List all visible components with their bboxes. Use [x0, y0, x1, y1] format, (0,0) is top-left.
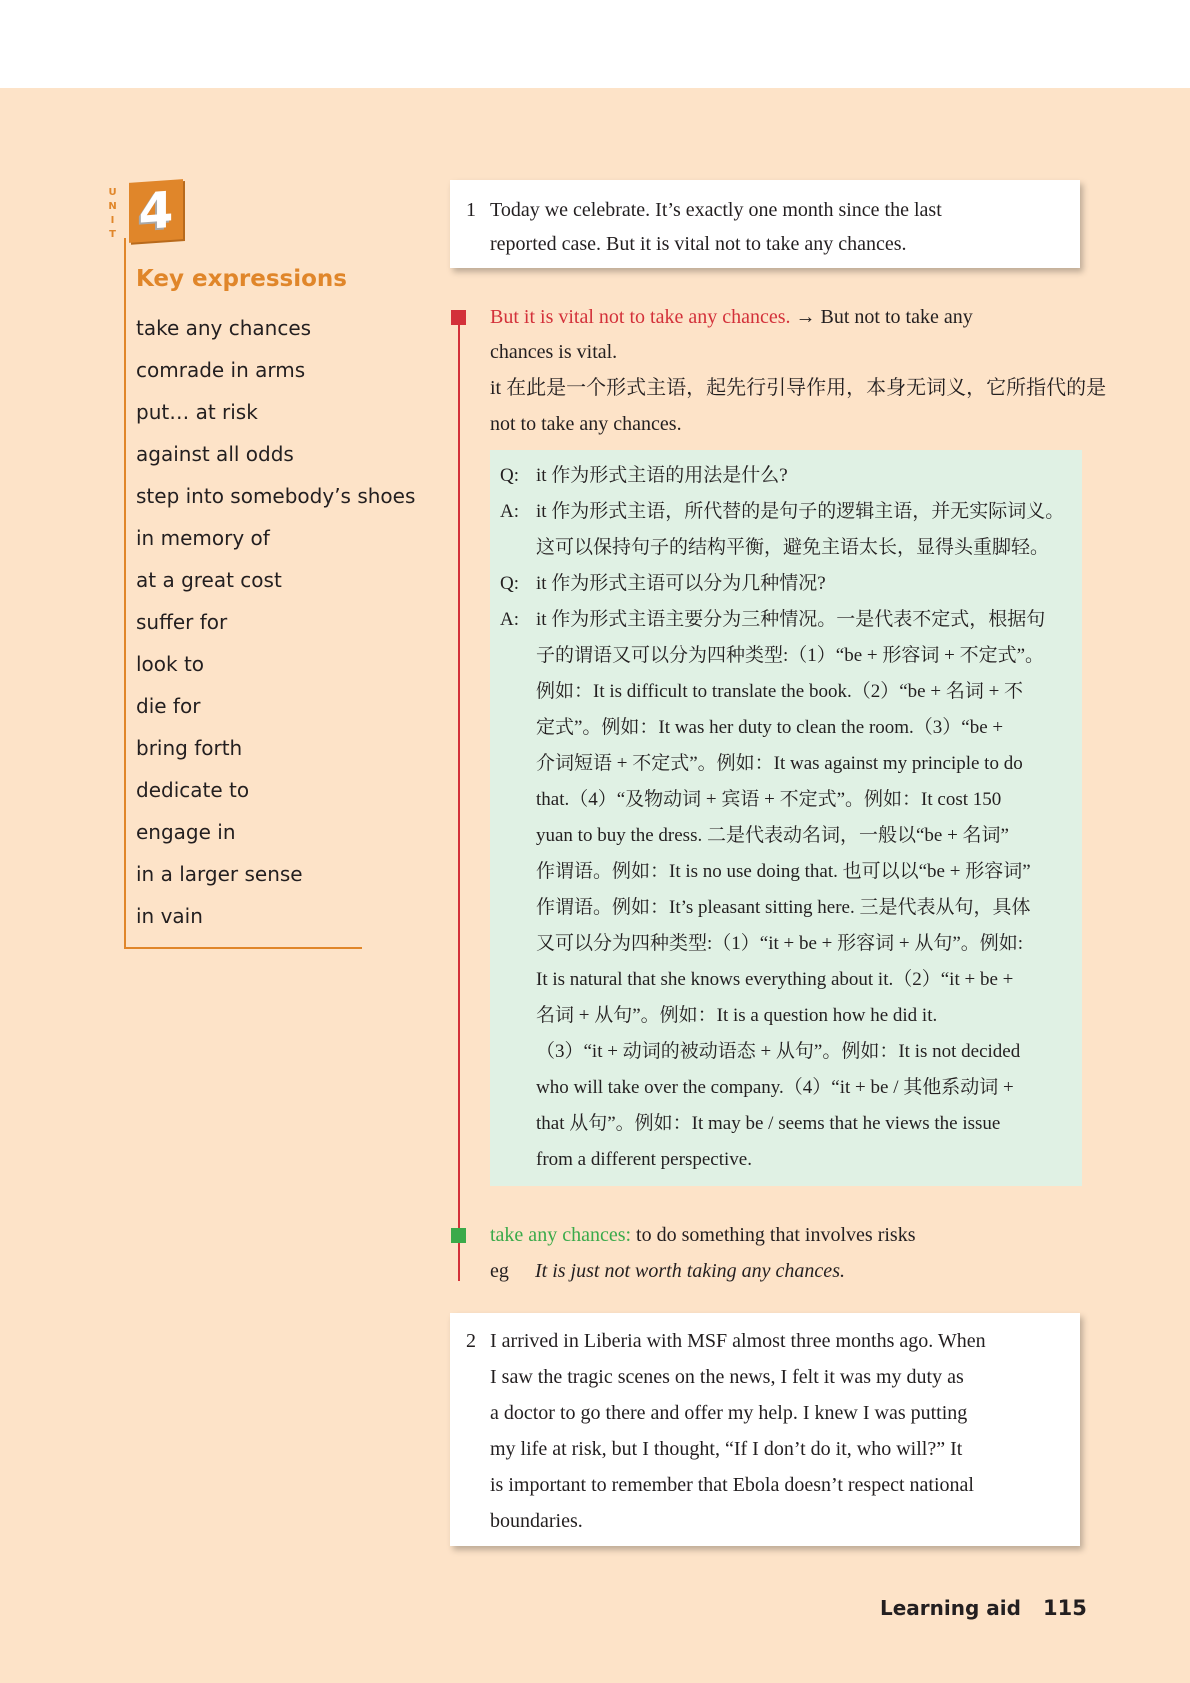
note-quote: But it is vital not to take any chances.: [490, 306, 791, 328]
qa-line: it 作为形式主语，所代替的是句子的逻辑主语，并无实际词义。: [536, 501, 1065, 522]
qa-box: [490, 450, 1082, 1186]
key-expression-item: in memory of: [136, 526, 270, 550]
key-expression-item: against all odds: [136, 442, 294, 466]
sidebar-divider: [124, 947, 362, 949]
definition: to do something that involves risks: [636, 1224, 916, 1246]
qa-label: Q:: [500, 573, 519, 594]
qa-line: 子的谓语又可以分为四种类型:（1）“be + 形容词 + 不定式”。: [536, 645, 1045, 666]
qa-line: that 从句”。例如：It may be / seems that he views the issue: [536, 1113, 1001, 1134]
note-rule: [458, 317, 460, 1281]
qa-line: that.（4）“及物动词 + 宾语 + 不定式”。例如：It cost 150: [536, 789, 1002, 810]
passage-2-box: [450, 1313, 1080, 1546]
eg-label: eg: [490, 1260, 509, 1282]
note-text: But not to take any: [820, 306, 973, 328]
key-expressions-title: Key expressions: [136, 266, 347, 292]
qa-line: It is natural that she knows everything about it.（2）“it + be +: [536, 969, 1014, 990]
qa-line: 介词短语 + 不定式”。例如：It was against my principle to do: [536, 753, 1023, 774]
passage-line: Today we celebrate. It’s exactly one month since the last: [490, 199, 942, 221]
unit-badge: [129, 179, 183, 243]
key-expression-item: at a great cost: [136, 568, 282, 592]
footer-section: Learning aid: [880, 1596, 1021, 1620]
red-square-marker: [451, 310, 466, 325]
passage-line: I saw the tragic scenes on the news, I felt it was my duty as: [490, 1366, 964, 1388]
qa-line: 这可以保持句子的结构平衡，避免主语太长，显得头重脚轻。: [536, 537, 1050, 558]
key-expression-item: die for: [136, 694, 201, 718]
qa-label: A:: [500, 609, 519, 630]
passage-line: a doctor to go there and offer my help. I knew I was putting: [490, 1402, 968, 1424]
qa-line: 定式”。例如：It was her duty to clean the room.（3）“be +: [536, 717, 1004, 738]
unit-number: 4: [138, 180, 174, 242]
passage-line: is important to remember that Ebola doesn’t respect national: [490, 1474, 974, 1496]
passage-line: boundaries.: [490, 1510, 583, 1532]
key-expression-item: dedicate to: [136, 778, 250, 802]
qa-line: 又可以分为四种类型:（1）“it + be + 形容词 + 从句”。例如:: [536, 933, 1024, 954]
qa-label: Q:: [500, 465, 519, 486]
example-sentence: It is just not worth taking any chances.: [535, 1260, 845, 1282]
green-square-marker: [451, 1228, 466, 1243]
unit-label: UNIT: [108, 187, 117, 240]
qa-line: yuan to buy the dress. 二是代表动名词，一般以“be + 名词”: [536, 825, 1009, 846]
qa-line: it 作为形式主语主要分为三种情况。一是代表不定式，根据句: [536, 609, 1046, 630]
key-expression-item: comrade in arms: [136, 358, 306, 382]
qa-line: 作谓语。例如：It’s pleasant sitting here. 三是代表从句，具体: [536, 897, 1031, 918]
passage-line: I arrived in Liberia with MSF almost three months ago. When: [490, 1330, 986, 1352]
note-line: [490, 299, 973, 335]
key-expression-item: in vain: [136, 904, 203, 928]
qa-line: it 作为形式主语可以分为几种情况?: [536, 573, 826, 594]
qa-line: （3）“it + 动词的被动语态 + 从句”。例如：It is not decided: [536, 1041, 1021, 1062]
key-expression-item: put… at risk: [136, 400, 258, 424]
key-expression-item: look to: [136, 652, 205, 676]
qa-line: 例如：It is difficult to translate the book.（2）“be + 名词 + 不: [536, 681, 1024, 702]
note-line: chances is vital.: [490, 341, 618, 363]
passage-1-box: [450, 180, 1080, 268]
note-line: it 在此是一个形式主语，起先行引导作用，本身无词义，它所指代的是: [490, 377, 1107, 399]
qa-line: 作谓语。例如：It is no use doing that. 也可以以“be + 形容词”: [536, 861, 1031, 882]
key-expression-item: take any chances: [136, 316, 312, 340]
qa-line: from a different perspective.: [536, 1149, 752, 1170]
passage-number: 2: [466, 1330, 476, 1352]
page-number: 115: [1043, 1596, 1087, 1620]
key-expression-item: in a larger sense: [136, 862, 303, 886]
passage-number: 1: [466, 199, 476, 221]
qa-line: who will take over the company.（4）“it + be / 其他系动词 +: [536, 1077, 1014, 1098]
passage-line: my life at risk, but I thought, “If I don’t do it, who will?” It: [490, 1438, 963, 1460]
qa-label: A:: [500, 501, 519, 522]
sidebar-divider: [124, 238, 126, 948]
qa-line: it 作为形式主语的用法是什么?: [536, 465, 788, 486]
key-expression-item: bring forth: [136, 736, 243, 760]
term: take any chances:: [490, 1224, 632, 1246]
note-line: not to take any chances.: [490, 413, 682, 435]
key-expression-item: suffer for: [136, 610, 228, 634]
arrow-icon: →: [795, 306, 816, 328]
passage-line: reported case. But it is vital not to take any chances.: [490, 233, 907, 255]
qa-line: 名词 + 从句”。例如：It is a question how he did it.: [536, 1005, 938, 1026]
key-expression-item: step into somebody’s shoes: [136, 484, 416, 508]
key-expression-item: engage in: [136, 820, 236, 844]
definition-line: [490, 1217, 915, 1253]
